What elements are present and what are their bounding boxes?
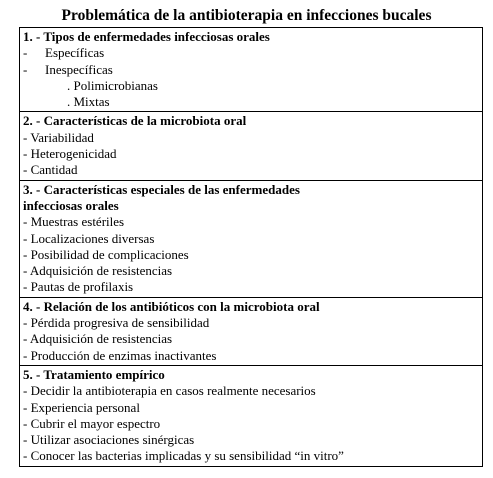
section-heading: 5. - Tratamiento empírico — [23, 366, 165, 382]
list-item: - Experiencia personal — [23, 399, 140, 415]
section-heading: 2. - Características de la microbiota oral — [23, 113, 247, 129]
section-2 — [20, 112, 483, 180]
list-item: - Pérdida progresiva de sensibilidad — [23, 315, 210, 331]
section-heading: 1. - Tipos de enfermedades infecciosas orales — [23, 29, 270, 44]
list-item: - Adquisición de resistencias — [23, 263, 173, 279]
list-item: - Cubrir el mayor espectro — [23, 415, 161, 431]
section-1 — [20, 28, 483, 112]
list-item: - Muestras estériles — [23, 214, 125, 230]
list-item — [23, 62, 479, 78]
list-item: - Adquisición de resistencias — [23, 331, 173, 347]
list-item — [23, 45, 479, 61]
section-heading-continued: infecciosas orales — [23, 197, 119, 213]
section-4 — [20, 297, 483, 365]
section-heading: 4. - Relación de los antibióticos con la microbiota oral — [23, 298, 320, 314]
list-item: - Conocer las bacterias implicadas y su sensibilidad “in vitro” — [23, 448, 344, 464]
list-item: - Utilizar asociaciones sinérgicas — [23, 432, 195, 448]
content-table — [19, 27, 483, 467]
list-item-text: Específicas — [45, 45, 105, 61]
dash-marker: - — [23, 61, 28, 77]
section-3 — [20, 180, 483, 297]
list-item-text: Inespecíficas — [45, 61, 113, 77]
sub-list-item: . Mixtas — [67, 94, 110, 110]
list-item: - Heterogenicidad — [23, 146, 117, 162]
list-item: - Variabilidad — [23, 129, 94, 145]
document-title: Problemática de la antibioterapia en infecciones bucales — [61, 7, 432, 24]
list-item: - Posibilidad de complicaciones — [23, 246, 189, 262]
sub-list-item: . Polimicrobianas — [67, 77, 158, 93]
list-item: - Cantidad — [23, 162, 78, 178]
list-item: - Producción de enzimas inactivantes — [23, 347, 217, 363]
list-item: - Pautas de profilaxis — [23, 279, 134, 295]
dash-marker: - — [23, 45, 28, 61]
list-item: - Localizaciones diversas — [23, 230, 155, 246]
section-heading: 3. - Características especiales de las enfermedades — [23, 181, 300, 197]
section-5 — [20, 365, 483, 466]
list-item: - Decidir la antibioterapia en casos realmente necesarios — [23, 383, 316, 399]
